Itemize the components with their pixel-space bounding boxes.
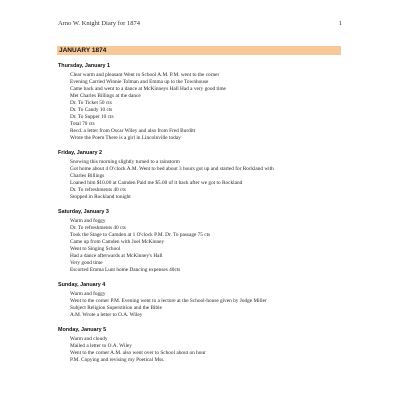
- diary-entries: [58, 63, 348, 372]
- entry-line: Warm and cloudy: [70, 336, 108, 342]
- entry-line: A.M. Wrote a letter to O.A. Wiley: [70, 312, 143, 318]
- entry-line: Charles Billings: [70, 173, 105, 179]
- entry-line: Dr. To Ticket 50 cts: [70, 100, 112, 106]
- page-header: [58, 20, 342, 27]
- entry-line: P.M. Copying and revising my Poetical Mss.: [70, 357, 165, 363]
- entry-line: Snowing this morning slightly turned to a rainstorm: [70, 159, 180, 165]
- entry-line: Mailed a letter to O.A. Wiley: [70, 343, 132, 349]
- diary-entry: [58, 209, 348, 274]
- entry-line: Subject Religion Superstition and the Bible: [70, 305, 162, 311]
- entry-line: Clear warm and pleasant Went to School A.M. P.M. went to the corner: [70, 72, 220, 78]
- entry-line: Very good time: [70, 260, 103, 266]
- entry-line: Had a dance afterwards at McKinney's Hall: [70, 253, 163, 259]
- entry-line: Stopped in Rockland tonight: [70, 194, 131, 200]
- month-heading: JANUARY 1874: [57, 46, 341, 55]
- entry-line: Evening Carried Winnie Tolman and Emma up to the Townhouse: [70, 79, 209, 85]
- entry-date-heading: Monday, January 5: [58, 327, 107, 333]
- entry-line: Warm and foggy: [70, 218, 106, 224]
- entry-line: Dr. To refreshments 40 cts: [70, 187, 126, 193]
- entry-line: Came up from Camden with Joel McKinney: [70, 239, 165, 245]
- document-title: Arno W. Knight Diary for 1874: [58, 20, 140, 27]
- entry-line: Escorted Emma Lunt home Dancing expenses 40cts: [70, 267, 181, 273]
- entry-date-heading: Friday, January 2: [58, 150, 102, 156]
- entry-date-heading: Sunday, January 4: [58, 282, 106, 288]
- entry-line: Dr. To Supper 10 cts: [70, 114, 114, 120]
- diary-entry: [58, 63, 348, 142]
- diary-entry: [58, 327, 348, 364]
- diary-entry: [58, 282, 348, 319]
- entry-line: Wrote the Poem There is a girl in Lincolnville today: [70, 135, 181, 141]
- entry-line: Took the Stage to Camden at 1 O'clock P.M. Dr. To passage 75 cts: [70, 232, 211, 238]
- entry-line: Went to the corner A.M. also went over to School about on hour: [70, 350, 206, 356]
- page-number: 1: [338, 20, 342, 27]
- entry-line: Dr. To refreshments 40 cts: [70, 225, 126, 231]
- entry-line: Got home about 4 O'clock A.M. Went to bed about 3 hours got up and started for Rockland with: [70, 166, 274, 172]
- entry-line: Dr. To Candy 10 cts: [70, 107, 113, 113]
- diary-entry: [58, 150, 348, 201]
- entry-line: Went to the corner P.M. Evening went to a lecture at the School-house given by Judge Miller: [70, 298, 267, 304]
- entry-date-heading: Thursday, January 1: [58, 63, 111, 69]
- entry-date-heading: Saturday, January 3: [58, 209, 109, 215]
- entry-line: Met Charles Billings at the dance: [70, 93, 141, 99]
- entry-line: Went to Singing School: [70, 246, 121, 252]
- entry-line: Total 70 cts: [70, 121, 95, 127]
- entry-line: Warm and foggy: [70, 291, 106, 297]
- entry-line: Came back and went to a dance at McKinneys Hall Had a very good time: [70, 86, 226, 92]
- entry-line: Loaned him $10.00 at Camden Paid me $5.00 of it back after we got to Rockland: [70, 180, 243, 186]
- entry-line: Recd. a letter from Oscar Wiley and also from Fred Burditt: [70, 128, 196, 134]
